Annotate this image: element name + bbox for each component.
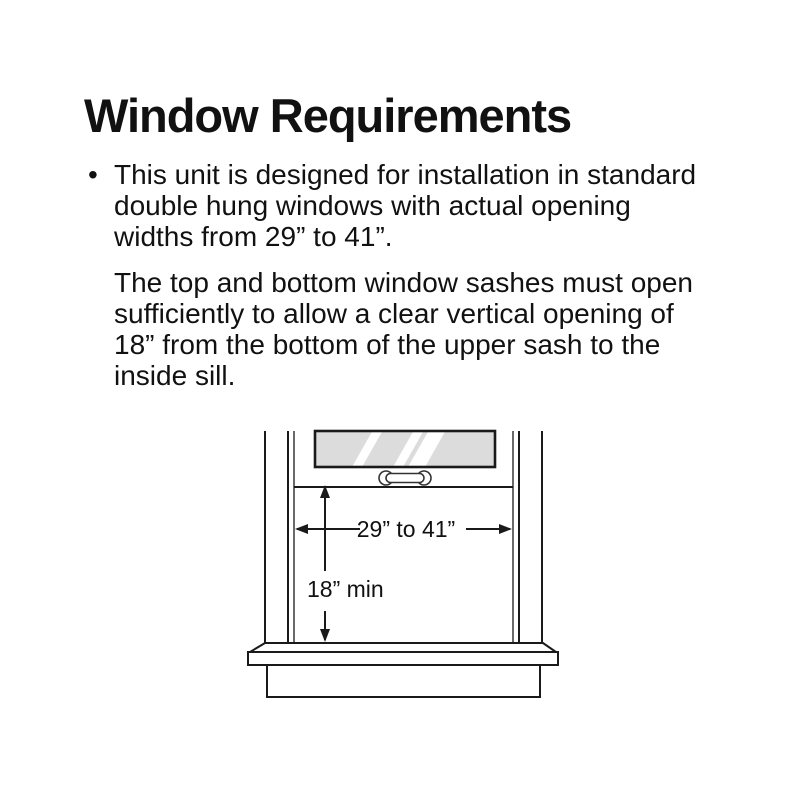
requirements-text-block (88, 159, 696, 391)
paragraph-2 (114, 267, 696, 391)
width-dimension-label: 29” to 41” (356, 516, 456, 542)
window-sill-front (248, 652, 558, 665)
window-diagram-svg (240, 425, 570, 705)
height-dimension-arrow (307, 485, 384, 642)
bullet-icon: • (88, 159, 98, 190)
window-sill-bevel (250, 643, 556, 652)
paragraph-line: This unit is designed for installation in standard (114, 159, 697, 190)
window-apron (267, 665, 540, 697)
paragraph-line: 18” from the bottom of the upper sash to the (114, 329, 661, 360)
bullet-item (88, 159, 696, 252)
paragraph-line: The top and bottom window sashes must open (114, 267, 694, 298)
paragraph-line: widths from 29” to 41”. (114, 221, 393, 252)
sash-handle-icon (379, 471, 431, 485)
window-diagram (240, 425, 570, 705)
paragraph-line: double hung windows with actual opening (114, 190, 631, 221)
paragraph-line: sufficiently to allow a clear vertical opening of (114, 298, 674, 329)
paragraph-1 (114, 159, 696, 252)
height-dimension-label: 18” min (307, 576, 384, 602)
width-dimension-arrow (295, 516, 512, 542)
page-title: Window Requirements (84, 89, 572, 142)
paragraph-line: inside sill. (114, 360, 236, 391)
